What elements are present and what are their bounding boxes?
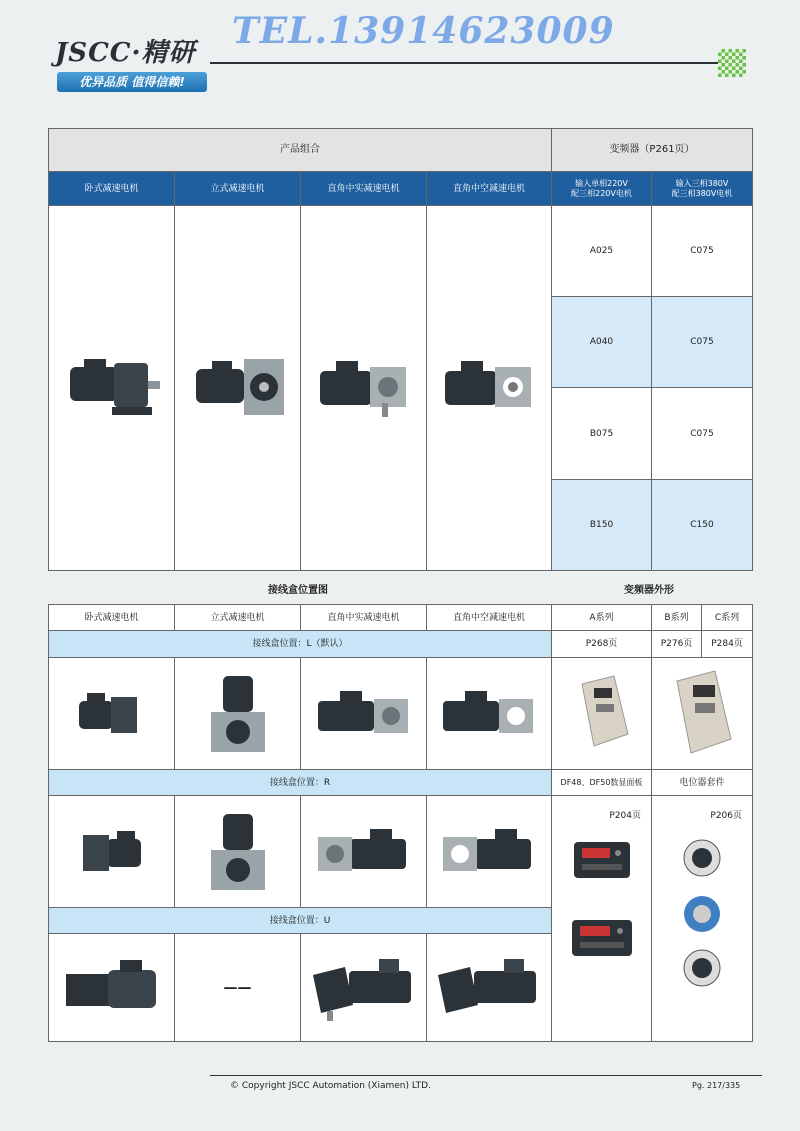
telephone-number: TEL.13914623009 [232,10,615,52]
right-angle-solid-motor-icon [314,689,414,739]
horizontal-motor-image-cell [49,206,175,571]
potentiometer-knob-icon [680,894,724,934]
display-panel-cell [552,796,652,1042]
series-a-inverter-image [552,658,652,770]
horizontal-gear-motor-icon [62,353,162,423]
series-a-header: A系列 [552,605,652,631]
position-l-label: 接线盒位置：L（默认） [49,631,552,658]
col2-right-angle-solid: 直角中实减速电机 [301,605,427,631]
display-panel-page: P204页 [609,811,641,821]
checker-pattern-icon [718,49,746,77]
junction-box-section-title: 接线盒位置图 [268,585,328,596]
vertical-gear-motor-icon [188,353,288,423]
horizontal-gear-motor-icon [77,827,147,877]
jscc-logo: JSCC·精研 [55,38,196,68]
r-right-angle-solid-image [301,796,427,908]
inverter-device-icon [667,669,737,759]
r-vertical-image [175,796,301,908]
potentiometer-dial-icon [682,838,722,878]
right-angle-solid-motor-icon [309,953,419,1023]
inverter-row-3-c: C075 [652,388,753,480]
u-horizontal-image [49,934,175,1042]
inverter-header: 变频器（P261页） [552,129,753,172]
product-combo-header: 产品组合 [49,129,552,172]
u-right-angle-solid-image [301,934,427,1042]
potentiometer-dial-icon [682,948,722,988]
u-right-angle-hollow-image [427,934,552,1042]
r-right-angle-hollow-image [427,796,552,908]
series-c-header: C系列 [702,605,753,631]
inverter-row-1-c: C075 [652,206,753,297]
right-angle-solid-image-cell [301,206,427,571]
col-vertical-motor: 立式减速电机 [175,172,301,206]
vertical-gear-motor-icon [203,812,273,892]
vertical-gear-motor-icon [203,674,273,754]
horizontal-gear-motor-icon [62,958,162,1018]
potentiometer-page: P206页 [710,811,742,821]
right-angle-solid-motor-icon [314,827,414,877]
inverter-device-icon [572,674,632,754]
col-inverter-single-phase: 输入单相220V 配三相220V电机 [552,172,652,206]
inverter-row-4-c: C150 [652,480,753,571]
product-combo-table [48,128,753,571]
l-vertical-image [175,658,301,770]
series-b-page: P276页 [652,631,702,658]
l-right-angle-solid-image [301,658,427,770]
right-angle-solid-motor-icon [314,353,414,423]
potentiometer-cell [652,796,753,1042]
potentiometer-title: 电位器套件 [652,770,753,796]
footer-divider [210,1075,762,1076]
col2-vertical-motor: 立式减速电机 [175,605,301,631]
series-c-page: P284页 [702,631,753,658]
copyright-text: © Copyright JSCC Automation (Xiamen) LTD. [230,1081,431,1091]
right-angle-hollow-image-cell [427,206,552,571]
vertical-motor-image-cell [175,206,301,571]
horizontal-gear-motor-icon [77,689,147,739]
inverter-shape-title: 变频器外形 [624,585,674,596]
slogan-banner: 优异品质 值得信赖! [57,72,207,92]
right-angle-hollow-motor-icon [434,953,544,1023]
col-inverter-three-phase: 输入三相380V 配三相380V电机 [652,172,753,206]
inverter-row-2-c: C075 [652,297,753,388]
l-right-angle-hollow-image [427,658,552,770]
inverter-row-2-a: A040 [552,297,652,388]
series-bc-inverter-image [652,658,753,770]
digital-display-panel-icon [572,840,632,880]
l-horizontal-image [49,658,175,770]
right-angle-hollow-motor-icon [439,353,539,423]
right-angle-hollow-motor-icon [439,689,539,739]
header-divider [210,62,718,64]
col-right-angle-hollow-motor: 直角中空减速电机 [427,172,552,206]
position-u-label: 接线盒位置：U [49,908,552,934]
series-a-page: P268页 [552,631,652,658]
inverter-row-4-a: B150 [552,480,652,571]
col2-right-angle-hollow: 直角中空减速电机 [427,605,552,631]
inverter-row-1-a: A025 [552,206,652,297]
u-vertical-not-available: —— [175,934,301,1042]
col-right-angle-solid-motor: 直角中实减速电机 [301,172,427,206]
col2-horizontal-motor: 卧式减速电机 [49,605,175,631]
r-horizontal-image [49,796,175,908]
position-r-label: 接线盒位置：R [49,770,552,796]
page-number: Pg. 217/335 [692,1081,741,1090]
inverter-row-3-a: B075 [552,388,652,480]
junction-box-table [48,604,753,1042]
right-angle-hollow-motor-icon [439,827,539,877]
col-horizontal-motor: 卧式减速电机 [49,172,175,206]
display-panel-title: DF48、DF50数显面板 [552,770,652,796]
series-b-header: B系列 [652,605,702,631]
digital-display-panel-icon [570,918,634,958]
